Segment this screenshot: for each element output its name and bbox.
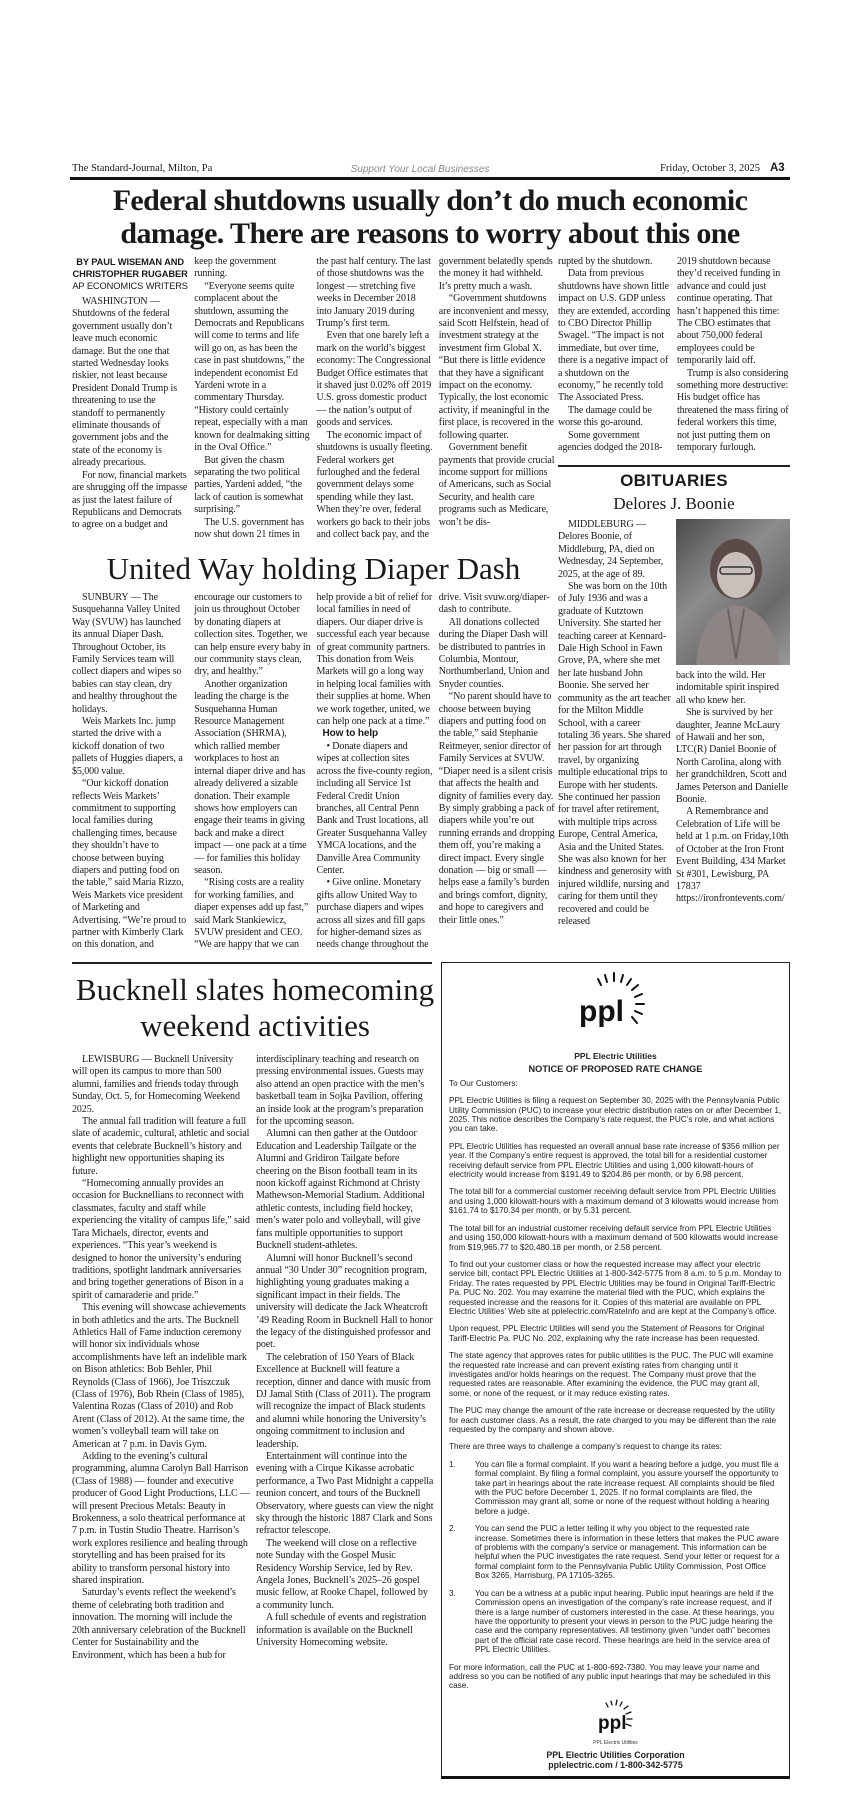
- lead-headline: [70, 184, 790, 250]
- ppl-footer-logo: [449, 1699, 782, 1746]
- paragraph: This evening will showcase achievements in both athletics and the arts. The Bucknell Athletics Hall of Fame induction ceremony will honor six individuals whose accomplishments have left an indelible mark on Bison athletics: Bob Behler, Phil Reynolds (Class of 1966), Joe Triszczuk (Class of 1976), Bob Rhein (Class of 1985), Valentina Rozas (Class of 2010) and Rob Arent (Class of 2012). At the same time, the women’s volleyball team will take on American at 7 p.m. in Davis Gym.: [72, 1302, 247, 1450]
- ppl-rate-notice-ad: [441, 962, 790, 1779]
- paragraph: MIDDLEBURG — Delores Boonie, of Middleburg, PA, died on Wednesday, 24 September, 2025, at the age of 89.: [558, 519, 664, 580]
- paragraph: She is survived by her daughter, Jeanne McLaury of Hawaii and her son, LTC(R) Daniel Boonie of North Carolina, along with her grandchildren, Scott and James Peterson and Danielle Boonie.: [676, 707, 788, 806]
- paragraph: Saturday’s events reflect the weekend’s theme of celebrating both tradition and innovation. The morning will include the 20th anniversary celebration of the Bucknell Center for Sustainability and the Environment, which has been a hub for interdisciplinary teaching and research on pressing environmental issues. Guests may also attend an open practice with the men’s basketball team in Sojka Pavilion, offering an inside look at the program’s preparation for the upcoming season.: [72, 1054, 425, 1661]
- paragraph: For now, financial markets are shrugging off the impasse as just the latest failure of Republicans and Democrats to agree on a budget and keep the government running.: [72, 256, 277, 531]
- ppl-company: PPL Electric Utilities: [574, 1051, 657, 1061]
- list-number: 3.: [449, 1588, 456, 1598]
- ppl-footer-contact: pplelectric.com / 1-800-342-5775: [548, 1759, 683, 1770]
- list-text: You can send the PUC a letter telling it why you object to the requested rate increase. Sometimes there is information in these letters that makes the PUC aware of problems with the company’s service or management. This information can be helpful when the PUC investigates the rate request. Send your letter or request for a formal complaint form to the Pennsylvania Public Utility Commission, Post Office Box 3265, Harrisburg, PA 17105-3265.: [475, 1524, 780, 1581]
- paragraph: Another organization leading the charge is the Susquehanna Human Resource Management Association (SHRMA), which rallied member workplaces to host an internal diaper drive and has already delivered a sizable donation. Their example shows how employers can engage their teams in giving back and make a direct impact — one pack at a time — for families this holiday season.: [194, 678, 307, 876]
- list-number: 2.: [449, 1524, 456, 1534]
- paragraph: “No parent should have to choose between buying diapers and putting food on the table,” said Stephanie Reitmeyer, senior director of Family Services at SVUW. “Diaper need is a silent crisis that affects the health and dignity of families every day. By simply grabbing a pack of diapers while you’re out running errands and dropping them off, you’re making a direct impact. Every single donation — big or small — helps ease a family’s burden and brings comfort, dignity, and hope to caregivers and their little ones.”: [438, 691, 555, 926]
- obituary-photo: [676, 519, 790, 665]
- paragraph: “Rising costs are a reality for working families, and diaper expenses add up fast,” said Mark Stankiewicz, SVUW president and CEO. “We are happy that we can help provide a bit of relief for local families in need of diapers. Our diaper drive is successful each year because of great community partners. This donation from Weis Markets will go a long way in helping local families with their supplies at home. When we work together, united, we can help one pack at a time.”: [194, 592, 433, 951]
- list-text: You can file a formal complaint. If you want a hearing before a judge, you must file a formal complaint. By filing a formal complaint, you assure yourself the opportunity to take part in hearings about the rate increase request. All complaints should be filed with the PUC before December 1, 2025. If no formal complaints are filed, the Commission may grant all, some or none of the request without holding a hearing before a judge.: [475, 1459, 779, 1516]
- ppl-notice-body: [449, 1079, 782, 1691]
- paragraph: Even that one barely left a mark on the world’s biggest economy: The Congressional Budget Office estimates that it shaved just 0.02% off 2019 U.S. gross domestic product — the nation’s output of goods and services.: [316, 330, 432, 429]
- paragraph: back into the wild. Her indomitable spirit inspired all who knew her.: [676, 670, 779, 706]
- subhead: How to help: [322, 728, 379, 740]
- ppl-paragraph: The state agency that approves rates for public utilities is the PUC. The PUC will examine the requested rate increase and can prevent existing rates from changing until it investigates and/or holds hearings on the request. The Company must prove that the requested rates are reasonable. After examining the evidence, the PUC may grant all, some, or none of the request, or it may reduce existing rates.: [449, 1351, 774, 1398]
- ppl-footer-logo-caption: PPL Electric Utilities: [593, 1739, 638, 1746]
- ppl-paragraph: The PUC may change the amount of the rate increase or decrease requested by the utility for each customer class. As a result, the rate charged to you may be different than the rate requested by the company and shown above.: [449, 1406, 777, 1434]
- ppl-list-item: [449, 1524, 782, 1580]
- ppl-notice-title: NOTICE OF PROPOSED RATE CHANGE: [528, 1064, 703, 1075]
- ppl-paragraph: PPL Electric Utilities has requested an overall annual base rate increase of $356 million per year. If the Company’s entire request is approved, the total bill for a residential customer receiving default service from PPL Electric Utilities and using 1,000 kilowatt-hours of electricity would increase from $191.49 to $204.86 per month, or by 6.98 percent.: [449, 1141, 780, 1180]
- section-rule: [72, 962, 432, 964]
- obituaries-rule: [558, 465, 790, 467]
- ppl-paragraph: The total bill for an industrial customer receiving default service from PPL Electric Utilities and using 150,000 kilowatt-hours with a maximum demand of 500 kilowatts would increase from $19,965.77 to $20,480.18 per month, or 2.58 percent.: [449, 1223, 779, 1252]
- paragraph: • Give online. Monetary gifts allow United Way to purchase diapers and wipes across all sizes and fill gaps for higher-demand sizes as needs change throughout the drive. Visit svuw.org/diaper-dash to contribute.: [316, 592, 550, 951]
- bucknell-headline: [72, 972, 438, 1044]
- paragraph: • Donate diapers and wipes at collection sites across the five-county region, including all Service 1st Federal Credit Union branches, all Central Penn Bank and Trust locations, all Greater Susquehanna Valley YMCA locations, and the Danville Area Community Center.: [316, 740, 433, 876]
- paragraph: All donations collected during the Diaper Dash will be distributed to pantries in Columbia, Montour, Northumberland, Union and Snyder counties.: [438, 616, 550, 690]
- ppl-list-item: [449, 1460, 782, 1516]
- bucknell-headline-line2: weekend activities: [140, 1008, 370, 1043]
- ppl-list-item: [449, 1589, 782, 1655]
- paragraph: Alumni can then gather at the Outdoor Education and Leadership Tailgate or the Alumni and Gridiron Tailgate before cheering on the Bison football team in its noon kickoff against Richmond at Christy Mathewson-Memorial Stadium. Additional athletic contests, including field hockey, men’s water polo and volleyball, will give fans multiple opportunities to support Bucknell student-athletes.: [256, 1128, 425, 1252]
- paragraph: The U.S. government has now shut down 21 times in the past half century. The last of those shutdowns was the longest — stretching five weeks in December 2018 into January 2019 during Trump’s first term.: [194, 256, 431, 540]
- ppl-logo-icon: [571, 971, 661, 1033]
- paragraph: “Our kickoff donation reflects Weis Markets’ commitment to supporting local families during challenging times, because they shouldn’t have to choose between buying diapers and putting food on the table,” said Maria Rizzo, Weis Markets vice president of Marketing and Advertising. “We’re proud to partner with Kimberly Clark on this donation, and encourage our customers to join us throughout October by donating diapers at collection sites. Together, we can help ensure every baby in our community stays clean, dry, and healthy.”: [72, 592, 311, 951]
- ppl-footer-logo-icon: [586, 1699, 646, 1735]
- obituary-name: Delores J. Boonie: [613, 494, 735, 513]
- paragraph: Weis Markets Inc. jump started the drive with a kickoff donation of two pallets of Huggies diapers, a $5,000 value.: [72, 716, 183, 777]
- obituary-body-continued: [676, 670, 790, 906]
- paragraph: “Everyone seems quite complacent about the shutdown, assuming the Democrats and Republicans will come to terms and life will go on, as has been the case in past shutdowns,” the independent economist Ed Yardeni wrote in a commentary Thursday. “History could certainly repeat, especially with a man known for dealmaking sitting in the Oval Office.”: [194, 280, 310, 454]
- paragraph: “Homecoming annually provides an occasion for Bucknellians to reconnect with classmates, faculty and staff while experiencing the vitality of campus life,” said Tara Michaels, director, events and experiences. “This year’s weekend is designed to honor the university’s enduring traditions, spotlight landmark anniversaries and bring together generations of Bison in a spirit of camaraderie and pride.”: [72, 1178, 250, 1301]
- obituary-body: [558, 519, 672, 928]
- svg-text:ppl: ppl: [578, 995, 624, 1028]
- paragraph: “Government shutdowns are inconvenient and messy, said Scott Helfstein, head of investment strategy at the investment firm Global X. “But there is little evidence that they have a significant impact on the economy. Typically, the lost economic activity, if meaningful in the first place, is recovered in the following quarter.: [438, 293, 554, 441]
- diaper-story-body: [72, 592, 555, 952]
- paragraph: A Remembrance and Celebration of Life will be held at 1 p.m. on Friday,10th of October at the Iron Front Event Building, 434 Market St #301, Lewisburg, PA 17837 https://ironfrontevents.com/: [676, 806, 789, 905]
- diaper-headline: United Way holding Diaper Dash: [106, 551, 521, 586]
- paragraph: Government benefit payments that provide crucial income support for millions of Americans, such as Social Security, and health care programs such as Medicare, won’t be dis-: [438, 442, 555, 528]
- paragraph: Entertainment will continue into the evening with a Cirque Kikasse acrobatic performance, a Two Past Midnight a cappella reunion concert, and tours of the Bucknell Observatory, where guests can view the night sky through the historic 1887 Clark and Sons refractor telescope.: [256, 1451, 434, 1537]
- paragraph: WASHINGTON — Shutdowns of the federal government usually don’t leave much economic damage. But the one that started Wednesday looks riskier, not least because President Donald Trump is threatening to use the standoff to permanently eliminate thousands of government jobs and the state of the economy is already precarious.: [72, 296, 178, 469]
- paragraph: The annual fall tradition will feature a full slate of academic, cultural, athletic and social events that celebrate Bucknell’s history and highlight new opportunities shaping its future.: [72, 1116, 250, 1177]
- paragraph: SUNBURY — The Susquehanna Valley United Way (SVUW) has launched its annual Diaper Dash. Throughout October, its Family Services team will collect diapers and wipes so babies can stay clean, dry and healthy throughout the holidays.: [72, 592, 182, 715]
- bucknell-headline-line1: Bucknell slates homecoming: [75, 972, 435, 1007]
- paragraph: Trump is also considering something more destructive: His budget office has threatened the mass firing of federal workers this time, not just putting them on temporary furlough.: [677, 367, 789, 454]
- ppl-paragraph: There are three ways to challenge a company’s request to change its rates:: [449, 1442, 722, 1452]
- slogan: Support Your Local Businesses: [350, 164, 490, 175]
- paragraph: She was born on the 10th of July 1936 and was a graduate of Kutztown University. She started her teaching career at Kennard-Dale High School in Fawn Grove, PA, where she met her late husband John Boonie. She served her community as the art teacher for the Milton Middle School, with a career totaling 36 years. She shared her passion for art through travel, by organizing multiple educational trips to Europe with her students. She continued her passion for travel after retirement, with multiple trips across Europe, Central America, Asia and the United States. She was also known for her kindness and generosity with injured wildlife, nursing and caring for them until they recovered and could be released: [558, 581, 672, 927]
- paragraph: The celebration of 150 Years of Black Excellence at Bucknell will feature a reception, dinner and dance with music from DJ Jamal Stith (Class of 2011). The program will recognize the impact of Black students and alumni while honoring the University’s ongoing commitment to inclusion and leadership.: [256, 1351, 431, 1450]
- ppl-paragraph: To find out your customer class or how the requested increase may affect your electric service bill, contact PPL Electric Utilities at 1-800-342-5775 from 8 a.m. to 5 p.m. Monday to Friday. The rates requested by PPL Electric Utilities may be found in Original Tariff-Electric Pa. PUC No. 202. You may examine the material filed with the PUC, which explains the requested increase and the reasons for it. Copies of this material are available on PPL Electric Utilities’ Web site at pplelectric.com/RateInfo and are kept at the Company’s office.: [449, 1259, 782, 1316]
- ppl-paragraph: The total bill for a commercial customer receiving default service from PPL Electric Utilities and using 1,000 kilowatt-hours with a maximum demand of 3 kilowatts would increase from $161.74 to $170.34 per month, or by 5.31 percent.: [449, 1187, 779, 1216]
- ppl-greeting: To Our Customers:: [449, 1078, 518, 1088]
- paragraph: A full schedule of events and registration information is available on the Bucknell University Homecoming website.: [256, 1612, 427, 1649]
- newspaper-name: The Standard-Journal, Milton, Pa: [72, 163, 213, 174]
- byline-role: AP ECONOMICS WRITERS: [72, 281, 188, 291]
- paragraph: Some government agencies dodged the 2018-2019 shutdown because they’d received funding in advance and could just continue operating. That hasn’t happened this time: The CBO estimates that about 750,000 federal employees could be temporarily laid off.: [558, 256, 781, 454]
- lead-headline-line1: Federal shutdowns usually don’t do much economic: [112, 184, 748, 217]
- ppl-closing: For more information, call the PUC at 1-800-692-7380. You may leave your name and address so you can be notified of any public input hearings that may be scheduled in this case.: [449, 1662, 771, 1691]
- paragraph: Alumni will honor Bucknell’s second annual “30 Under 30” recognition program, highlighting young graduates making a significant impact in their fields. The university will dedicate the Jack Wheatcroft ’49 Reading Room in Bucknell Hall to honor the legacy of the distinguished professor and poet.: [256, 1252, 433, 1351]
- paragraph: But given the chasm separating the two political parties, Yardeni added, “the lack of caution is somewhat surprising.”: [194, 454, 304, 516]
- obituaries-heading: OBITUARIES: [620, 471, 728, 490]
- list-text: You can be a witness at a public input hearing. Public input hearings are held if the Commission opens an investigation of the company’s rate increase request, and if there is a large number of customers interested in the case. At these hearings, you have the opportunity to present your views in person to the PUC judge hearing the case and the company representatives. All testimony given “under oath” becomes part of the official rate case record. These hearings are held in the service area of PPL Electric Utilities.: [475, 1588, 775, 1655]
- paragraph: Adding to the evening’s cultural programming, alumna Carolyn Ball Harrison (Class of 1988) — founder and executive producer of Good Light Productions, LLC — will present Precious Metals: Beauty in Brokenness, a solo theatrical performance at 7 p.m. in Tustin Studio Theatre. Harrison’s work explores resilience and healing through storytelling and has been praised for its ability to transform personal history into shared inspiration.: [72, 1451, 250, 1587]
- paragraph: The economic impact of shutdowns is usually fleeting. Federal workers get furloughed and the federal government delays some spending while they last. When they’re over, federal workers go back to their jobs and collect back pay, and the government belatedly spends the money it had withheld. It’s pretty much a wash.: [316, 256, 553, 540]
- issue-date: Friday, October 3, 2025: [660, 163, 760, 174]
- list-number: 1.: [449, 1459, 456, 1469]
- lead-story-body-continued: [558, 256, 790, 455]
- lead-headline-line2: damage. There are reasons to worry about this one: [120, 217, 740, 250]
- paragraph: The weekend will close on a reflective note Sunday with the Gospel Music Residency Worship Service, led by Rev. Angela Jones, Bucknell’s 2025–26 gospel music fellow, at Rooke Chapel, followed by a community lunch.: [256, 1537, 428, 1611]
- ppl-paragraph: PPL Electric Utilities is filing a request on September 30, 2025 with the Pennsylvania Public Utility Commission (PUC) to increase your electric distribution rates on or after December 1, 2025. This notice describes the Company’s rate request, the PUC’s role, and what actions you can take.: [449, 1096, 782, 1134]
- paragraph: rupted by the shutdown.: [558, 256, 653, 267]
- bucknell-story-body: [72, 1054, 434, 1662]
- page-number: A3: [770, 162, 785, 174]
- ppl-logo: [449, 971, 782, 1038]
- paragraph: The damage could be worse this go-around.: [558, 404, 652, 429]
- byline: BY PAUL WISEMAN AND CHRISTOPHER RUGABER: [72, 257, 188, 279]
- paragraph: LEWISBURG — Bucknell University will open its campus to more than 500 alumni, families and friends today through Sunday, Oct. 5, for Homecoming Weekend 2025.: [72, 1054, 240, 1115]
- masthead-rule: [70, 177, 790, 180]
- ppl-paragraph: Upon request, PPL Electric Utilities will send you the Statement of Reasons for Original Tariff-Electric Pa. PUC No. 202, explaining why the rate increase has been requested.: [449, 1324, 765, 1343]
- paragraph: Data from previous shutdowns have shown little impact on U.S. GDP unless they are extended, according to CBO Director Phillip Swagel. “The impact is not immediate, but over time, there is a negative impact of a shutdown on the economy,” he recently told The Associated Press.: [558, 268, 671, 404]
- ppl-footer-company: PPL Electric Utilities Corporation: [546, 1749, 685, 1760]
- lead-story-body: [72, 256, 555, 541]
- svg-text:ppl: ppl: [597, 1712, 626, 1734]
